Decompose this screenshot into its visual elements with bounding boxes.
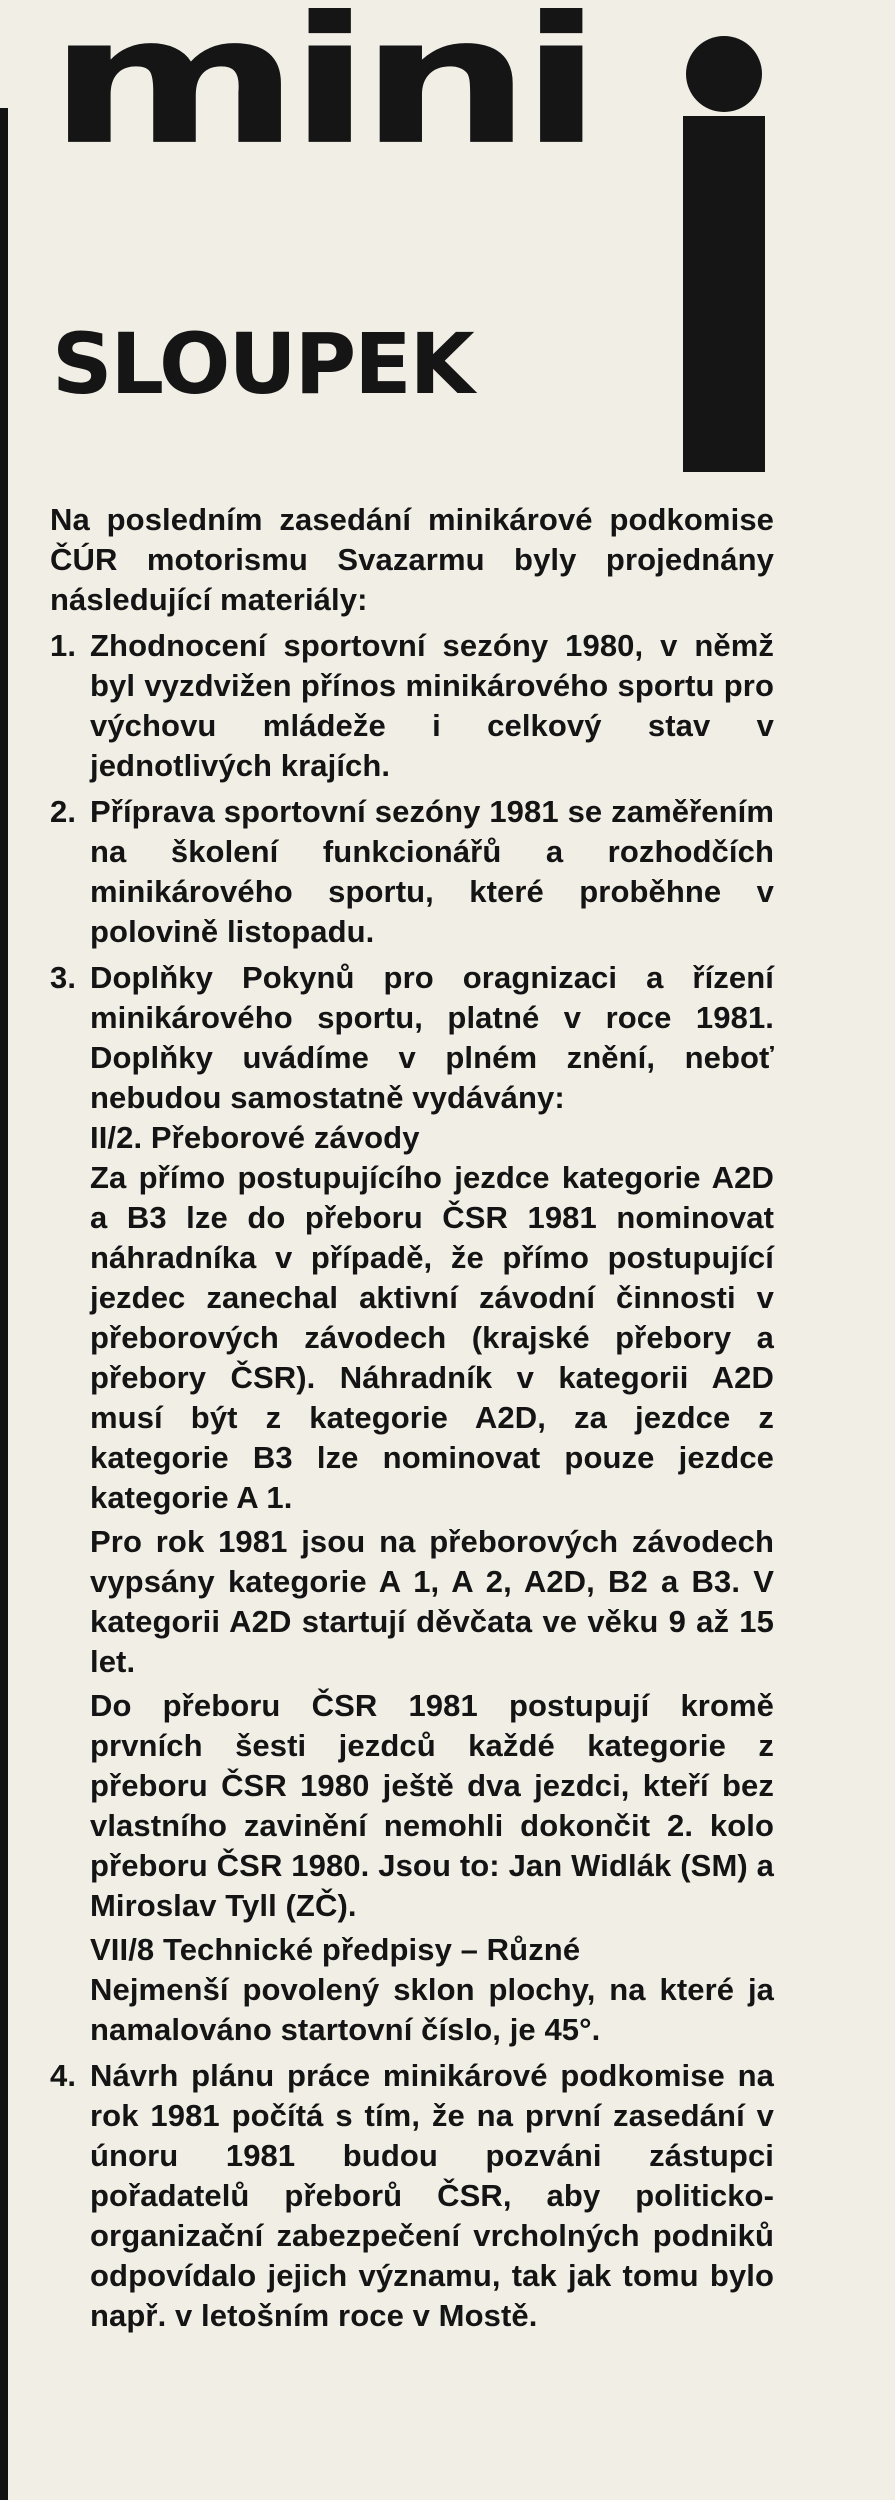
list-item-number: 1. bbox=[50, 628, 77, 663]
section-paragraph: Nejmenší povolený sklon plochy, na které ja namalováno startovní číslo, je 45°. bbox=[90, 1972, 774, 2047]
left-border-rule bbox=[0, 108, 8, 2500]
list-item-3 bbox=[50, 958, 774, 2050]
list-item-1 bbox=[50, 626, 774, 786]
section-paragraph: Pro rok 1981 jsou na přeborových závodech vypsány kategorie A 1, A 2, A2D, B2 a B3. V kategorii A2D startují děvčata ve věku 9 až 15 let. bbox=[90, 1524, 774, 1679]
list-item-number: 3. bbox=[50, 960, 77, 995]
list-item-number: 4. bbox=[50, 2058, 77, 2093]
section-paragraph: Do přeboru ČSR 1981 postupují kromě prvních šesti jezdců každé kategorie z přeboru ČSR 1980 ještě dva jezdci, kteří bez vlastního zavinění nemohli dokončit 2. kolo přeboru ČSR 1980. Jsou to: Jan Widlák (SM) a Miroslav Tyll (ZČ). bbox=[90, 1688, 774, 1923]
section-title-technicke-predpisy: VII/8 Technické předpisy – Různé bbox=[90, 1932, 581, 1967]
list-item-text: Příprava sportovní sezóny 1981 se zaměřením na školení funkcionářů a rozhodčích minikárového sportu, které proběhne v polovině listopadu. bbox=[90, 794, 774, 949]
list-item-text: Návrh plánu práce minikárové podkomise na rok 1981 počítá s tím, že na první zasedání v únoru 1981 budou pozváni zástupci pořadatelů přeborů ČSR, aby politicko-organizační zabezpečení vrcholných podniků odpovídalo jejich významu, tak jak tomu bylo např. v letošním roce v Mostě. bbox=[90, 2058, 774, 2333]
list-item-number: 2. bbox=[50, 794, 77, 829]
mini-i-dot-graphic bbox=[686, 36, 762, 112]
section-paragraph: Za přímo postupujícího jezdce kategorie A2D a B3 lze do přeboru ČSR 1981 nominovat náhradníka v případě, že přímo postupující jezdec zanechal aktivní závodní činnosti v přeborových závodech (krajské přebory a přebory ČSR). Náhradník v kategorii A2D musí být z kategorie A2D, za jezdce z kategorie B3 lze nominovat pouze jezdce kategorie A 1. bbox=[90, 1160, 774, 1515]
list-item-text: Zhodnocení sportovní sezóny 1980, v němž byl vyzdvižen přínos minikárového sportu pro výchovu mládeže i celkový stav v jednotlivých krajích. bbox=[90, 628, 774, 783]
article-intro: Na posledním zasedání minikárové podkomise ČÚR motorismu Svazarmu byly projednány následující materiály: bbox=[50, 502, 774, 617]
list-item-text: Doplňky Pokynů pro oragnizaci a řízení minikárového sportu, platné v roce 1981. Doplňky uvádíme v plném znění, neboť nebudou samostatně vydávány: bbox=[90, 960, 774, 1115]
list-item-4 bbox=[50, 2056, 774, 2336]
list-item-2 bbox=[50, 792, 774, 952]
column-header bbox=[40, 0, 782, 454]
sloupek-title: SLOUPEK bbox=[52, 315, 473, 413]
section-title-preborove-zavody: II/2. Přeborové závody bbox=[90, 1120, 420, 1155]
mini-i-bar-graphic bbox=[683, 116, 765, 472]
mini-title: mini bbox=[48, 0, 591, 185]
article-list bbox=[50, 626, 774, 2336]
list-item-body bbox=[90, 958, 774, 2050]
article-content bbox=[50, 500, 774, 2336]
